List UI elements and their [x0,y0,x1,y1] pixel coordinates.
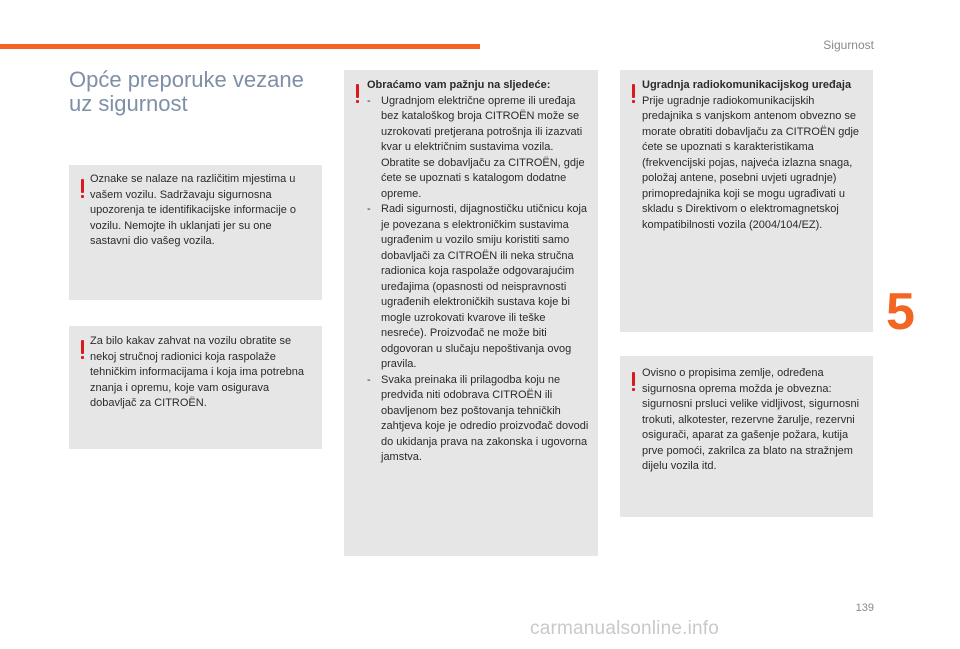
page-title: Opće preporuke vezane uz sigurnost [69,67,304,116]
watermark: carmanualsonline.info [530,618,720,639]
page-number: 139 [855,602,874,614]
radio-heading: Ugradnja radiokomunikacijskog uređaja [642,79,852,91]
radio-content [642,78,867,233]
radio-body: Prije ugradnje radiokomunikacijskih predajnika s vanjskom antenom obvezno se morate obratiti dobavljaču za CITROËN gdje ćete se upoznati s karakteristikama (frekvencijski pojas, najveća izlazna snaga, položaj antene, posebni uvjeti ugradnje) primopredajnika koji se mogu ugrađivati u skladu s Direktivom o elektromagnetskoj kompatibilnosti vozila (2004/104/EZ). [642,94,860,231]
accent-bar [0,44,480,49]
note-labels: Oznake se nalaze na različitim mjestima u vašem vozilu. Sadržavaju sigurnosna upozorenja te identifikacijske informacije o vozilu. Nemojte ih uklanjati jer su one sastavni dio vašeg vozila. [90,173,297,247]
attention-content [367,78,589,466]
list-item: - Ugradnjom električne opreme ili uređaja bez kataloškog broja CITROËN može se uzrokovati pretjerana potrošnja ili izazvati kvar u električnim sustavima vozila. Obratite se dobavljaču za CITROËN, gdje ćete se upoznati s katalogom dodatne opreme. [367,94,589,203]
list-item: - Svaka preinaka ili prilagodba koju ne predviđa niti odobrava CITROËN ili obavljenom bez poštovanja tehničkih zahtjeva koje je odredio proizvođač dovodi do ukidanja prava na zakonska i ugovorna jamstva. [367,373,589,466]
info-box-labels [69,165,322,300]
attention-heading: Obraćamo vam pažnju na sljedeće: [367,79,551,91]
section-label: Sigurnost [823,38,874,52]
info-box-workshop [69,326,322,449]
info-box-equipment [620,356,873,517]
list-item: - Radi sigurnosti, dijagnostičku utičnicu koja je povezana s elektroničkim sustavima ugrađenim u vozilo smiju koristiti samo dobavljači za CITROËN ili neka stručna radionica koja raspolaže odgovarajućim uređajima (opasnosti od neispravnosti ugrađenih elektroničkih sustava koje bi mogle uzrokovati kvarove ili teške nesreće). Proizvođač ne može biti odgovoran u slučaju nepoštivanja ovog pravila. [367,202,589,373]
exclamation-warning-icon [354,84,362,104]
equipment-note: Ovisno o propisima zemlje, određena sigurnosna oprema možda je obvezna: sigurnosni prsluci velike vidljivost, sigurnosni trokuti, alkotester, rezervne žarulje, rezervni osigurači, aparat za gašenje požara, kutija prve pomoći, zakrilca za blato na stražnjem dijelu vozila itd. [642,367,860,472]
exclamation-warning-icon [630,84,638,104]
exclamation-warning-icon [630,372,638,392]
chapter-number: 5 [886,283,915,341]
exclamation-warning-icon [79,179,87,199]
exclamation-warning-icon [79,340,87,360]
note-workshop: Za bilo kakav zahvat na vozilu obratite se nekoj stručnoj radionici koja raspolaže tehničkim informacijama i koja ima potrebna znanja i opremu, koje vam osigurava dobavljač za CITROËN. [90,335,304,409]
attention-list [367,94,589,466]
info-box-attention [344,70,598,556]
info-box-radio [620,70,873,332]
